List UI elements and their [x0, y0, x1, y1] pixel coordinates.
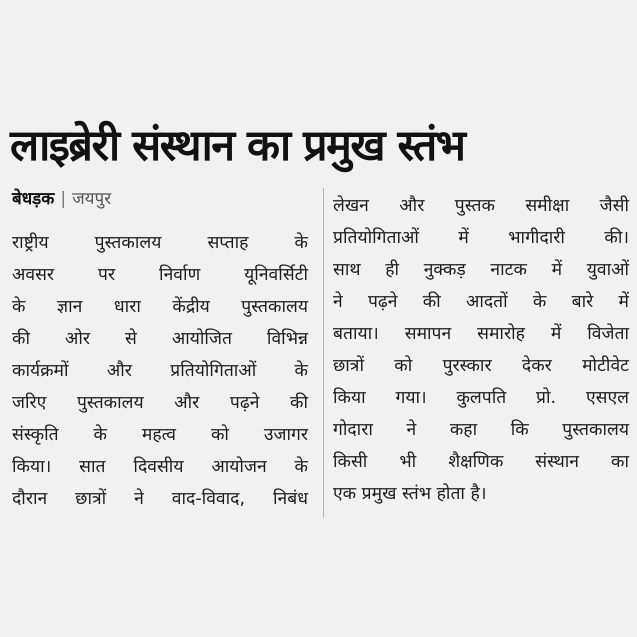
text-line: साथ ही नुक्कड़ नाटक में युवाओं: [333, 260, 629, 280]
byline: [12, 186, 111, 212]
byline-publication: बेधड़क: [12, 189, 55, 209]
text-line: के ज्ञान धारा केंद्रीय पुस्तकालय: [12, 297, 308, 317]
text-line: ने पढ़ने की आदतों के बारे में: [333, 292, 629, 312]
byline-city: जयपुर: [72, 189, 112, 209]
article-column-left: [12, 227, 308, 515]
text-line: गोदारा ने कहा कि पुस्तकालय: [333, 420, 629, 440]
text-line: राष्ट्रीय पुस्तकालय सप्ताह के: [12, 233, 308, 253]
headline: लाइब्रेरी संस्थान का प्रमुख स्तंभ: [10, 121, 465, 171]
text-line: बताया। समापन समारोह में विजेता: [333, 324, 629, 344]
text-line: संस्कृति के महत्व को उजागर: [12, 425, 308, 445]
byline-separator: |: [60, 189, 67, 209]
text-line: लेखन और पुस्तक समीक्षा जैसी: [333, 196, 629, 216]
text-line: छात्रों को पुरस्कार देकर मोटीवेट: [333, 356, 629, 376]
text-line: किसी भी शैक्षणिक संस्थान का: [333, 452, 629, 472]
column-divider: [323, 188, 324, 518]
article-column-right: [333, 190, 629, 510]
text-line: अवसर पर निर्वाण यूनिवर्सिटी: [12, 265, 308, 285]
text-line: कार्यक्रमों और प्रतियोगिताओं के: [12, 361, 308, 381]
text-line: प्रतियोगिताओं में भागीदारी की।: [333, 228, 629, 248]
text-line: जरिए पुस्तकालय और पढ़ने की: [12, 393, 308, 413]
text-line: एक प्रमुख स्तंभ होता है।: [333, 484, 487, 504]
text-line: की ओर से आयोजित विभिन्न: [12, 329, 308, 349]
text-line: किया गया। कुलपति प्रो. एसएल: [333, 388, 629, 408]
text-line: दौरान छात्रों ने वाद-विवाद, निबंध: [12, 489, 308, 509]
text-line: किया। सात दिवसीय आयोजन के: [12, 457, 308, 477]
